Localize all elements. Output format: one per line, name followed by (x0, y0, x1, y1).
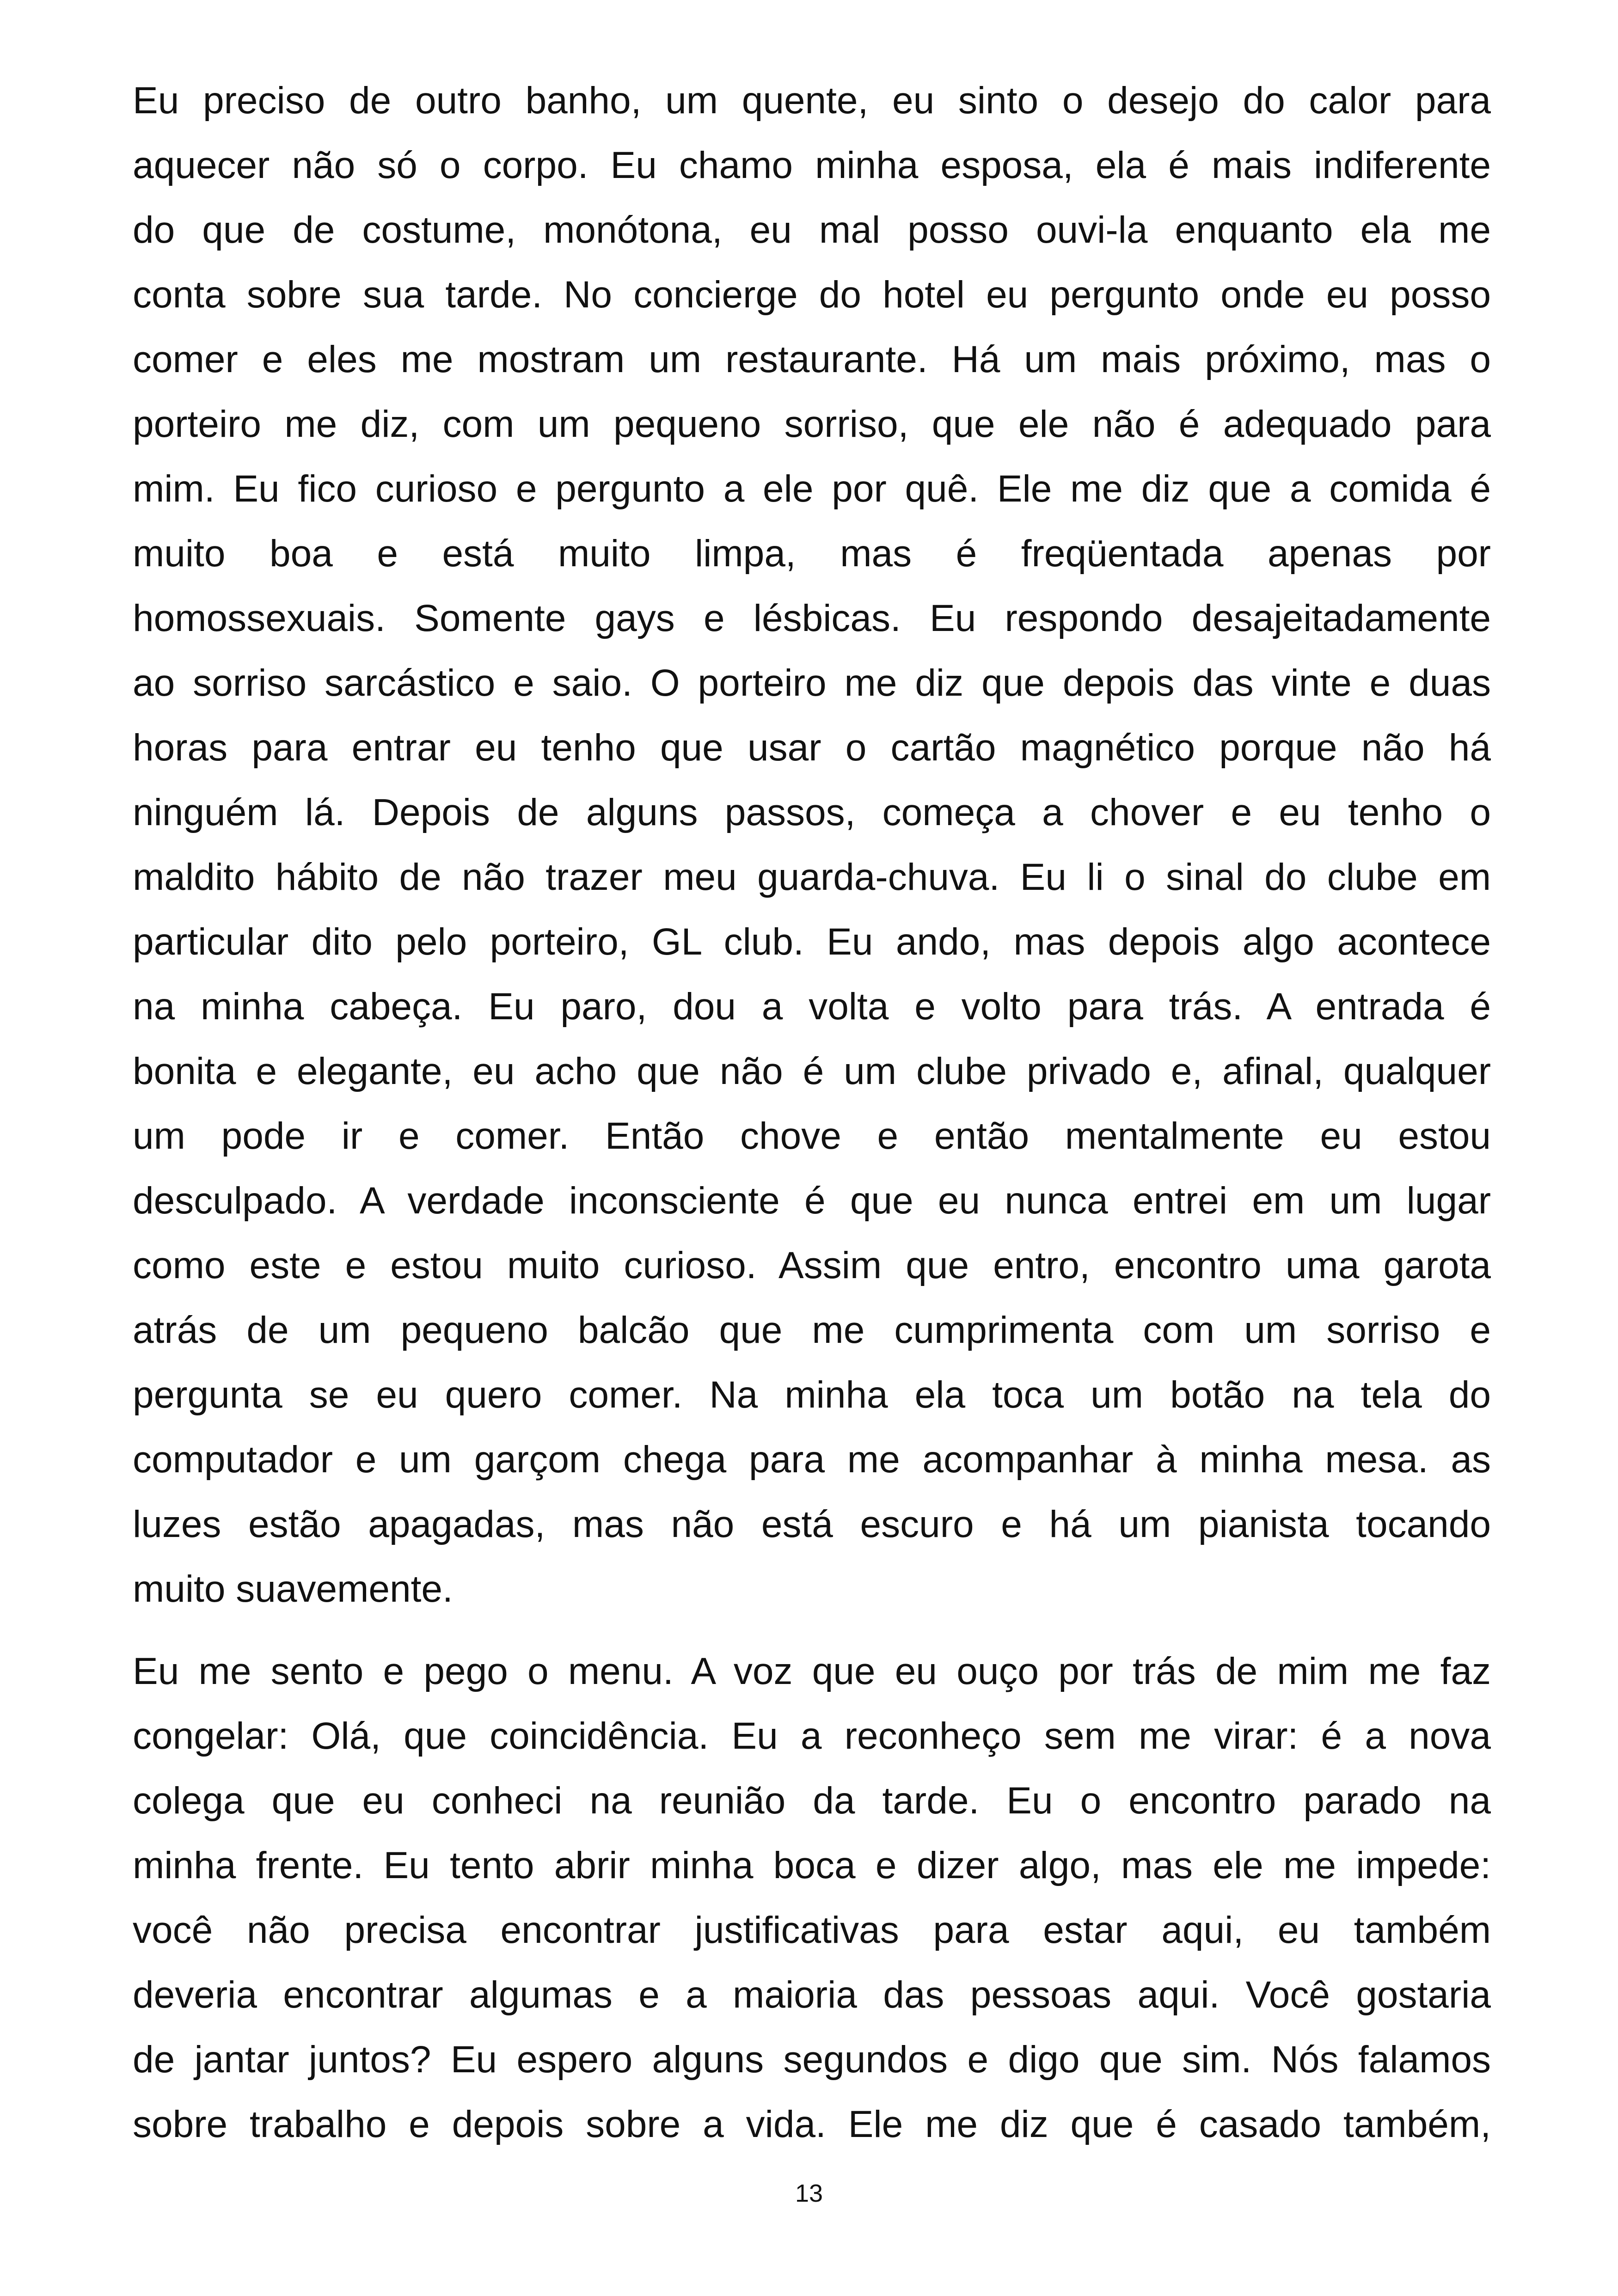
text-line: colega que eu conheci na reunião da tarde. Eu o encontro parado na (133, 1780, 1491, 1822)
paragraph-1 (133, 68, 1491, 1622)
text-line: mim. Eu fico curioso e pergunto a ele por quê. Ele me diz que a comida é (133, 468, 1491, 510)
text-line: bonita e elegante, eu acho que não é um clube privado e, afinal, qualquer (133, 1050, 1491, 1092)
text-line: congelar: Olá, que coincidência. Eu a reconheço sem me virar: é a nova (133, 1715, 1491, 1757)
text-line: homossexuais. Somente gays e lésbicas. Eu respondo desajeitadamente (133, 597, 1491, 639)
text-line: muito suavemente. (133, 1568, 453, 1610)
text-line: pergunta se eu quero comer. Na minha ela toca um botão na tela do (133, 1374, 1491, 1416)
text-line: porteiro me diz, com um pequeno sorriso, que ele não é adequado para (133, 403, 1491, 445)
body-text (133, 68, 1491, 2174)
text-line: luzes estão apagadas, mas não está escuro e há um pianista tocando (133, 1503, 1491, 1545)
text-line: aquecer não só o corpo. Eu chamo minha esposa, ela é mais indiferente (133, 144, 1491, 186)
text-line: maldito hábito de não trazer meu guarda-chuva. Eu li o sinal do clube em (133, 856, 1491, 898)
text-line: muito boa e está muito limpa, mas é freqüentada apenas por (133, 533, 1491, 575)
text-line: comer e eles me mostram um restaurante. Há um mais próximo, mas o (133, 338, 1491, 380)
text-line: conta sobre sua tarde. No concierge do hotel eu pergunto onde eu posso (133, 274, 1491, 316)
text-line: deveria encontrar algumas e a maioria das pessoas aqui. Você gostaria (133, 1974, 1491, 2016)
text-line: desculpado. A verdade inconsciente é que eu nunca entrei em um lugar (133, 1180, 1491, 1222)
text-line: sobre trabalho e depois sobre a vida. Ele me diz que é casado também, (133, 2103, 1491, 2145)
text-line: particular dito pelo porteiro, GL club. Eu ando, mas depois algo acontece (133, 921, 1491, 963)
text-line: computador e um garçom chega para me acompanhar à minha mesa. as (133, 1439, 1491, 1481)
text-line: minha frente. Eu tento abrir minha boca e dizer algo, mas ele me impede: (133, 1844, 1491, 1886)
paragraph-2 (133, 1639, 1491, 2157)
text-line: ninguém lá. Depois de alguns passos, começa a chover e eu tenho o (133, 791, 1491, 833)
text-line: um pode ir e comer. Então chove e então mentalmente eu estou (133, 1115, 1491, 1157)
text-line: como este e estou muito curioso. Assim que entro, encontro uma garota (133, 1244, 1491, 1286)
text-line: do que de costume, monótona, eu mal posso ouvi-la enquanto ela me (133, 209, 1491, 251)
page-number: 13 (795, 2180, 823, 2207)
text-line: na minha cabeça. Eu paro, dou a volta e volto para trás. A entrada é (133, 986, 1491, 1028)
text-line: Eu me sento e pego o menu. A voz que eu ouço por trás de mim me faz (133, 1650, 1491, 1692)
text-line: atrás de um pequeno balcão que me cumprimenta com um sorriso e (133, 1309, 1491, 1351)
text-line: Eu preciso de outro banho, um quente, eu sinto o desejo do calor para (133, 80, 1491, 122)
text-line: você não precisa encontrar justificativas para estar aqui, eu também (133, 1909, 1491, 1951)
text-line: ao sorriso sarcástico e saio. O porteiro me diz que depois das vinte e duas (133, 662, 1491, 704)
text-line: horas para entrar eu tenho que usar o cartão magnético porque não há (133, 727, 1491, 769)
text-line: de jantar juntos? Eu espero alguns segundos e digo que sim. Nós falamos (133, 2039, 1491, 2081)
